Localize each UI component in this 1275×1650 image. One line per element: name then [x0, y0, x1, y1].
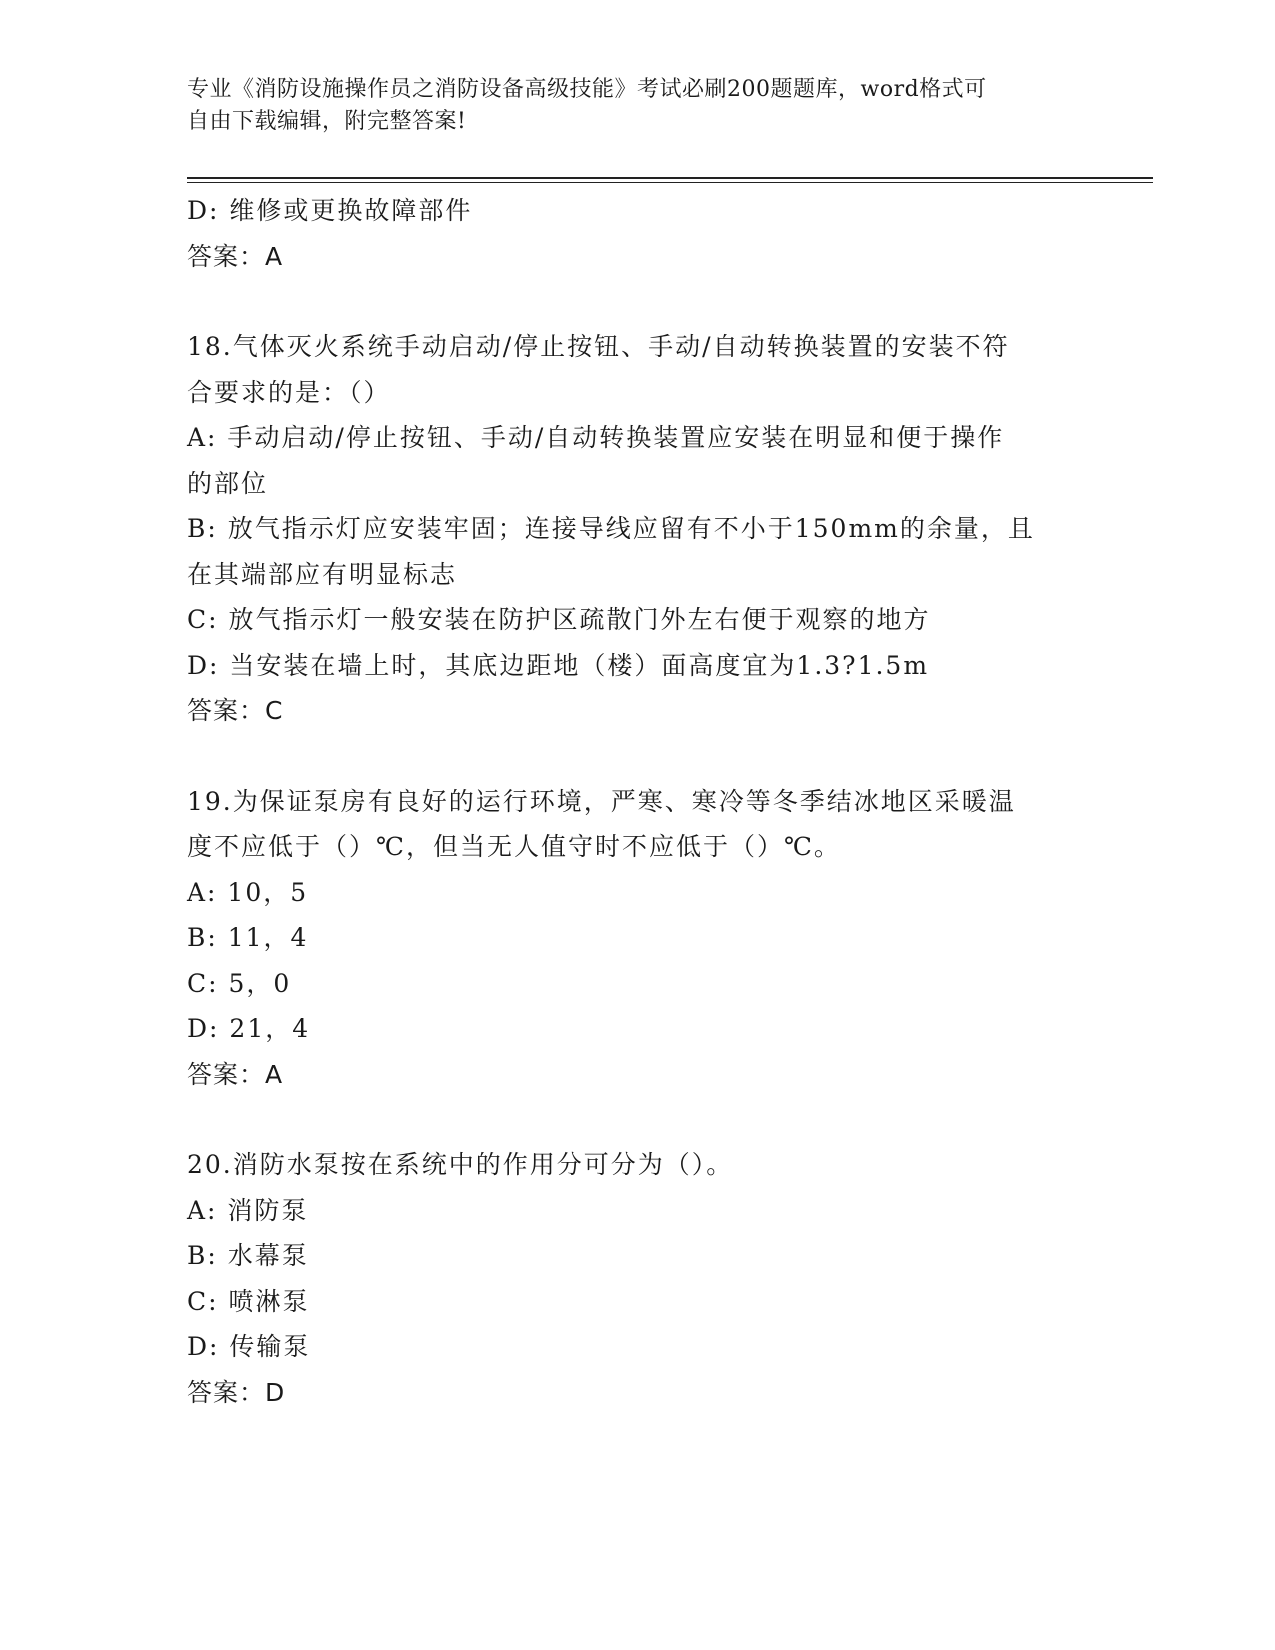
q19-option-a: A: 10，5: [187, 877, 309, 907]
q18-option-b-line-2: 在其端部应有明显标志: [187, 559, 458, 589]
q19-stem-line-2: 度不应低于（）℃，但当无人值守时不应低于（）℃。: [187, 832, 841, 861]
q19-stem-line-1: 19.为保证泵房有良好的运行环境，严寒、寒冷等冬季结冰地区采暖温: [187, 786, 1016, 816]
spacer: [187, 734, 1087, 779]
q18-stem-line-1: 18.气体灭火系统手动启动/停止按钮、手动/自动转换装置的安装不符: [187, 332, 1010, 361]
document-header: [187, 74, 1067, 138]
spacer: [187, 1097, 1087, 1142]
q18-answer: 答案：C: [187, 696, 284, 725]
q19-option-b: B: 11，4: [187, 923, 309, 952]
q18-option-a-line-1: A: 手动启动/停止按钮、手动/自动转换装置应安装在明显和便于操作: [187, 423, 1005, 452]
question-19: [187, 779, 1087, 1098]
q20-option-a: A: 消防泵: [187, 1195, 309, 1225]
prev-option-d: D: 维修或更换故障部件: [187, 196, 473, 225]
header-line-2: 自由下载编辑，附完整答案!: [187, 109, 467, 134]
q20-option-c: C: 喷淋泵: [187, 1286, 310, 1316]
prev-answer: 答案：A: [187, 241, 284, 271]
q18-option-d: D: 当安装在墙上时，其底边距地（楼）面高度宜为1.3?1.5m: [187, 650, 930, 680]
q19-option-d: D: 21，4: [187, 1014, 311, 1043]
header-divider-thick: [187, 177, 1153, 179]
spacer: [187, 279, 1087, 324]
question-18: [187, 324, 1087, 734]
q20-option-b: B: 水幕泵: [187, 1241, 309, 1270]
q18-option-a-line-2: 的部位: [187, 468, 269, 498]
question-content: [187, 188, 1087, 1415]
q18-stem-line-2: 合要求的是：（）: [187, 377, 391, 407]
header-line-1: 专业《消防设施操作员之消防设备高级技能》考试必刷200题题库，word格式可: [187, 77, 987, 102]
q19-answer: 答案：A: [187, 1059, 284, 1089]
header-divider-thin: [187, 182, 1153, 183]
q18-option-c: C: 放气指示灯一般安装在防护区疏散门外左右便于观察的地方: [187, 605, 931, 634]
question-20: [187, 1142, 1087, 1415]
q18-option-b-line-1: B: 放气指示灯应安装牢固；连接导线应留有不小于150mm的余量，且: [187, 514, 1035, 543]
q20-answer: 答案：D: [187, 1377, 286, 1407]
q19-option-c: C: 5，0: [187, 968, 292, 998]
q20-stem: 20.消防水泵按在系统中的作用分可分为（）。: [187, 1150, 734, 1179]
q20-option-d: D: 传输泵: [187, 1332, 311, 1361]
